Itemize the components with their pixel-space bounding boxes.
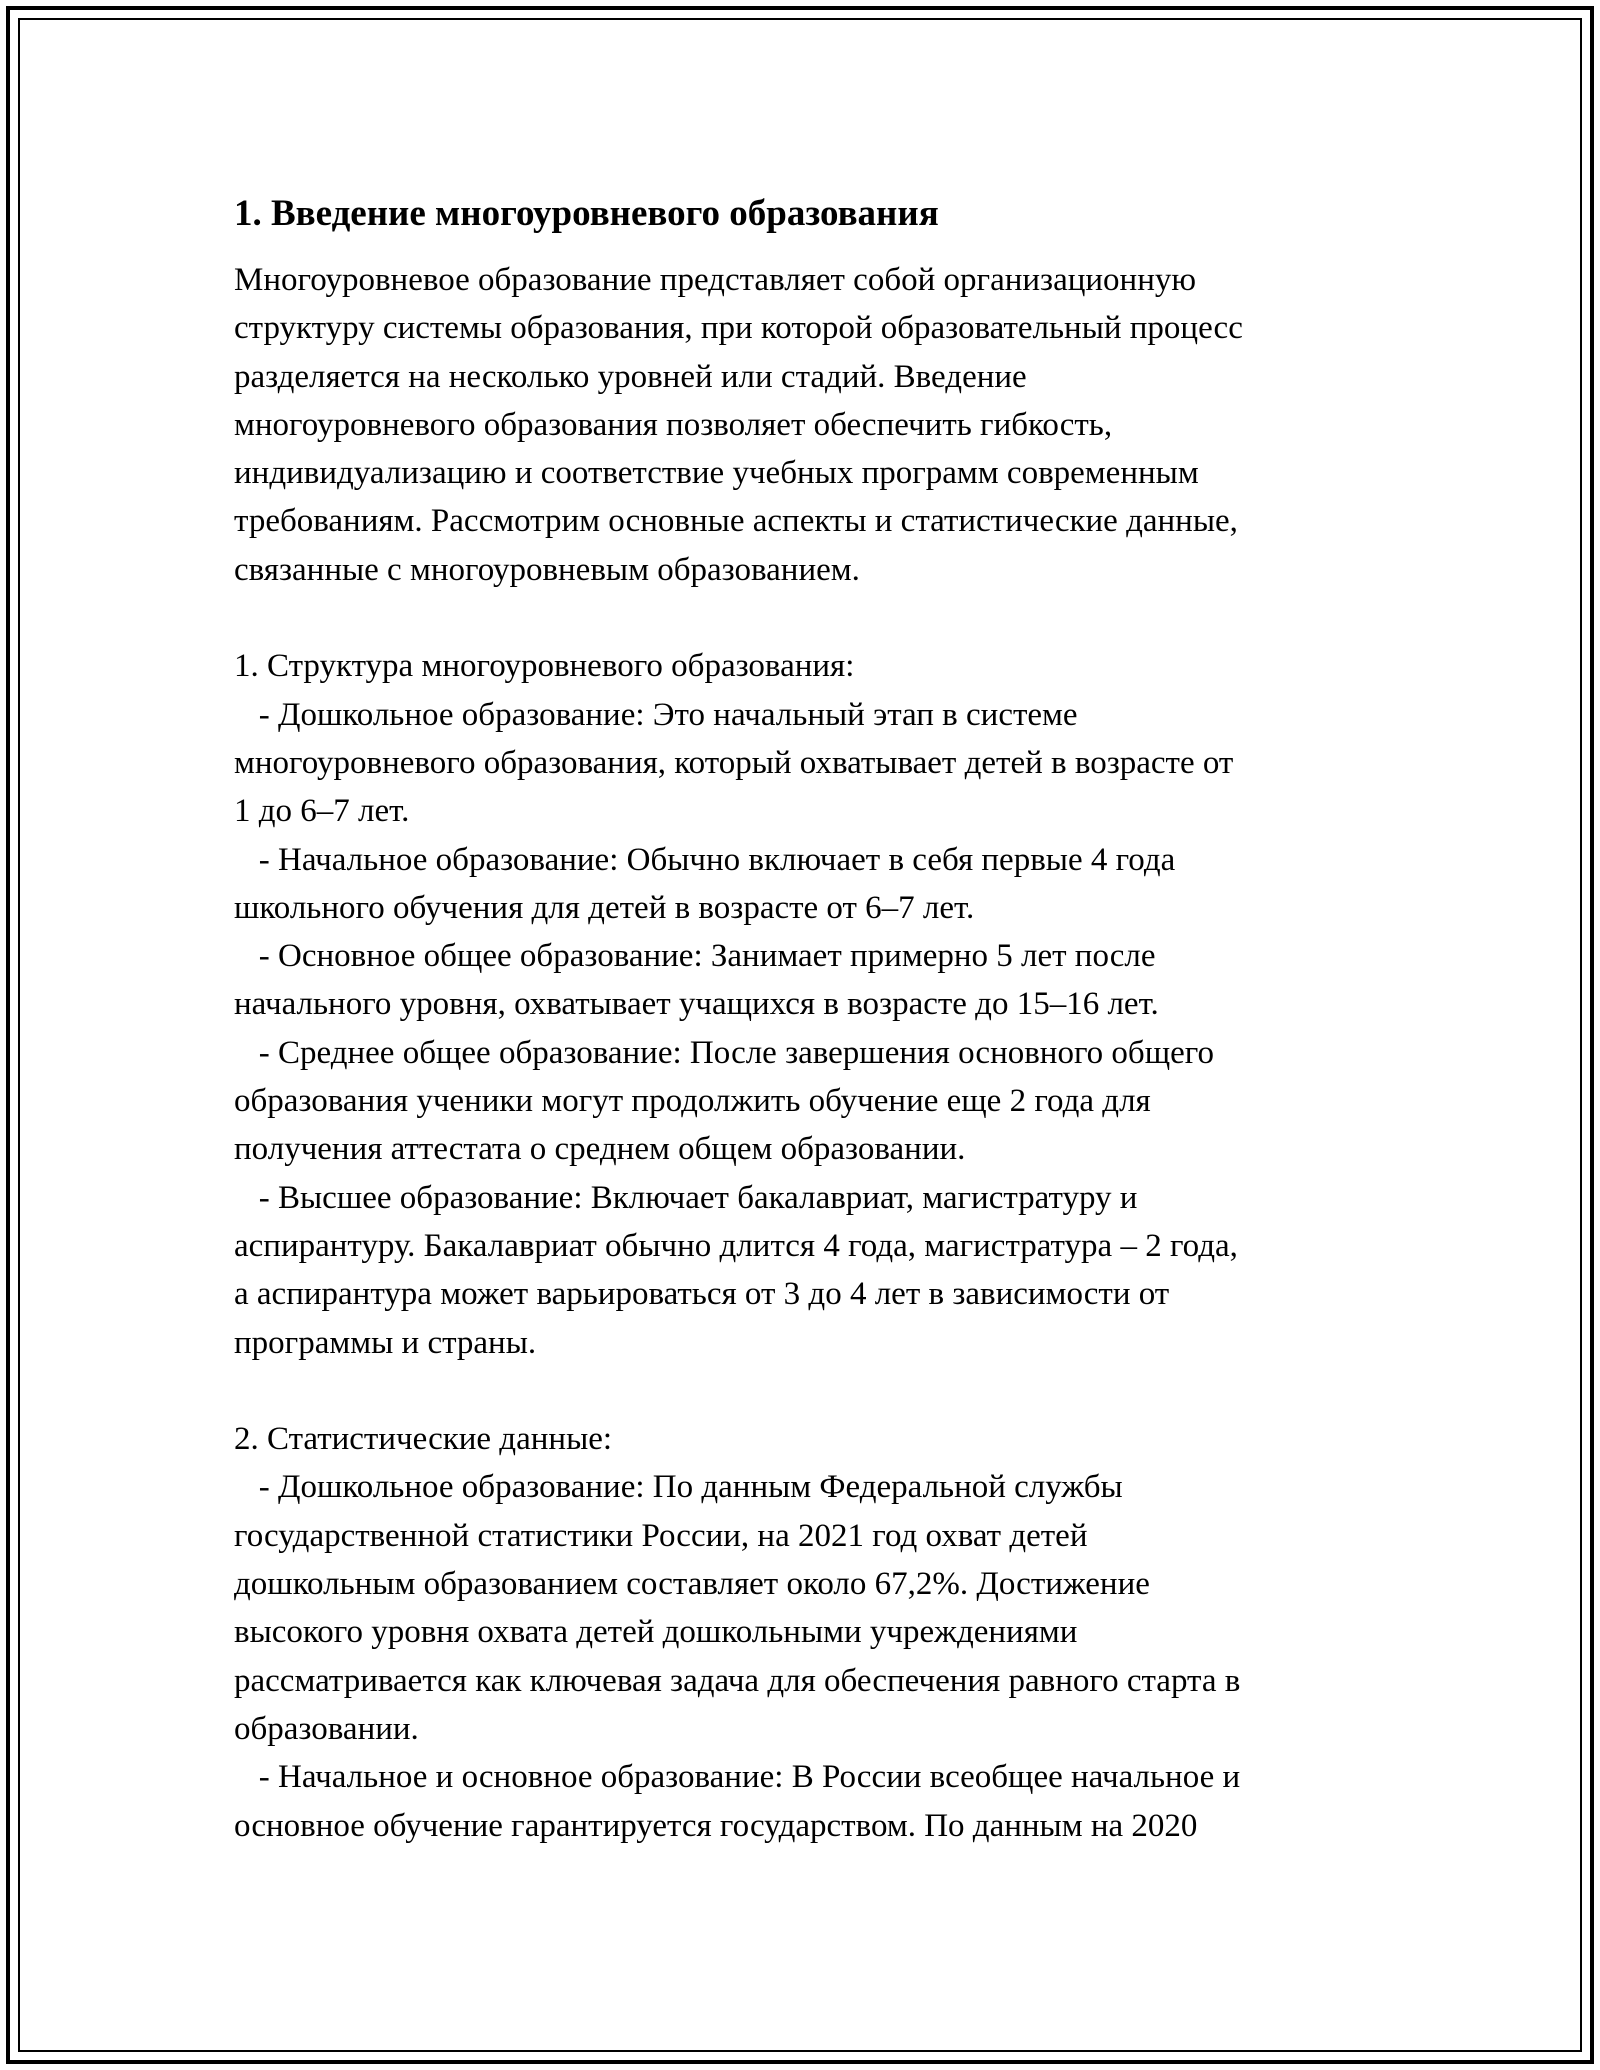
section-heading-structure: 1. Структура многоуровневого образования:	[234, 648, 855, 685]
text-line: дошкольным образованием составляет около 67,2%. Достижение	[234, 1566, 1150, 1603]
text-line: аспирантуру. Бакалавриат обычно длится 4 года, магистратура – 2 года,	[234, 1227, 1238, 1264]
document-title: 1. Введение многоуровневого образования	[234, 193, 939, 234]
text-line: получения аттестата о среднем общем образовании.	[234, 1131, 966, 1168]
text-line: образования ученики могут продолжить обучение еще 2 года для	[234, 1083, 1151, 1120]
section-statistics	[234, 1415, 1394, 1850]
text-line: основное обучение гарантируется государством. По данным на 2020	[234, 1807, 1198, 1844]
text-line: разделяется на несколько уровней или стадий. Введение	[234, 358, 1027, 395]
text-line: программы и страны.	[234, 1324, 537, 1361]
section-heading-statistics: 2. Статистические данные:	[234, 1421, 613, 1458]
text-line: рассматривается как ключевая задача для обеспечения равного старта в	[234, 1662, 1241, 1699]
text-line: многоуровневого образования, который охватывает детей в возрасте от	[234, 744, 1234, 781]
text-line: связанные с многоуровневым образованием.	[234, 551, 860, 588]
text-line: начального уровня, охватывает учащихся в возрасте до 15–16 лет.	[234, 986, 1159, 1023]
list-item-line: - Начальное и основное образование: В России всеобщее начальное и	[234, 1759, 1241, 1796]
text-line: образовании.	[234, 1710, 419, 1747]
list-item-line: - Среднее общее образование: После завершения основного общего	[234, 1034, 1214, 1071]
paragraph-spacer	[234, 1367, 1394, 1415]
text-line: Многоуровневое образование представляет собой организационную	[234, 262, 1197, 298]
intro-paragraph	[234, 256, 1394, 594]
list-item-line: - Дошкольное образование: Это начальный этап в системе	[234, 696, 1078, 733]
list-item-line: - Высшее образование: Включает бакалавриат, магистратуру и	[234, 1179, 1138, 1216]
text-line: многоуровневого образования позволяет обеспечить гибкость,	[234, 406, 1113, 443]
text-line: 1 до 6–7 лет.	[234, 793, 410, 830]
list-item-line: - Основное общее образование: Занимает примерно 5 лет после	[234, 938, 1156, 975]
list-item-line: - Дошкольное образование: По данным Федеральной службы	[234, 1469, 1123, 1506]
text-line: требованиям. Рассмотрим основные аспекты и статистические данные,	[234, 503, 1238, 540]
text-line: индивидуализацию и соответствие учебных программ современным	[234, 455, 1199, 492]
text-line: высокого уровня охвата детей дошкольными учреждениями	[234, 1614, 1078, 1651]
text-line: государственной статистики России, на 2021 год охват детей	[234, 1517, 1088, 1554]
paragraph-spacer	[234, 594, 1394, 642]
document-body	[234, 186, 1394, 1850]
text-line: структуру системы образования, при которой образовательный процесс	[234, 310, 1243, 347]
text-line: а аспирантура может варьироваться от 3 до 4 лет в зависимости от	[234, 1276, 1170, 1313]
list-item-line: - Начальное образование: Обычно включает в себя первые 4 года	[234, 841, 1176, 878]
section-structure	[234, 642, 1394, 1366]
text-line: школьного обучения для детей в возрасте от 6–7 лет.	[234, 889, 975, 926]
